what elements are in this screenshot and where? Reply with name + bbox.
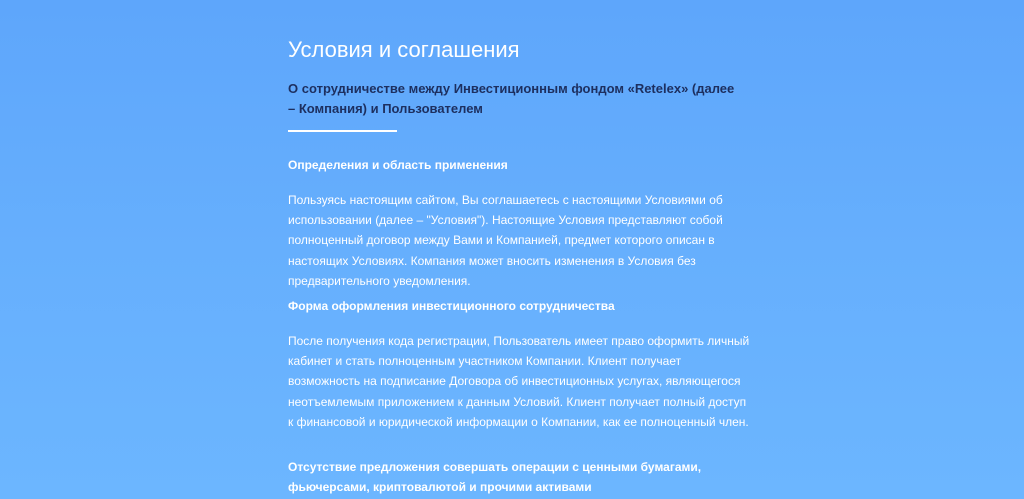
section-body-cooperation-form: После получения кода регистрации, Пользователь имеет право оформить личный кабинет и стать полноценным участником Компании. Клиент получает возможность на подписание Договора об инвестиционных услугах, являющегося неотъемлемым приложением к данным Условий. Клиент получает полный доступ к финансовой и юридической информации о Компании, как ее полноценный член.: [288, 334, 750, 429]
section-body-definitions: Пользуясь настоящим сайтом, Вы соглашаетесь с настоящими Условиями об использовании (далее – "Условия"). Настоящие Условия представляют собой полноценный договор между Вами и Компанией, предмет которого описан в настоящих Условиях. Компания может вносить изменения в Условия без предварительного уведомления.: [288, 193, 723, 288]
section-heading-definitions: Определения и область применения: [288, 158, 508, 172]
page-subtitle: О сотрудничестве между Инвестиционным фондом «Retelex» (далее – Компания) и Пользователем: [288, 81, 735, 116]
section-heading-cooperation-form: Форма оформления инвестиционного сотрудничества: [288, 299, 615, 313]
page-title: Условия и соглашения: [288, 37, 520, 62]
section-heading-no-offer: Отсутствие предложения совершать операции с ценными бумагами, фьючерсами, криптовалютой и прочими активами: [288, 460, 702, 494]
title-divider: [288, 130, 397, 132]
